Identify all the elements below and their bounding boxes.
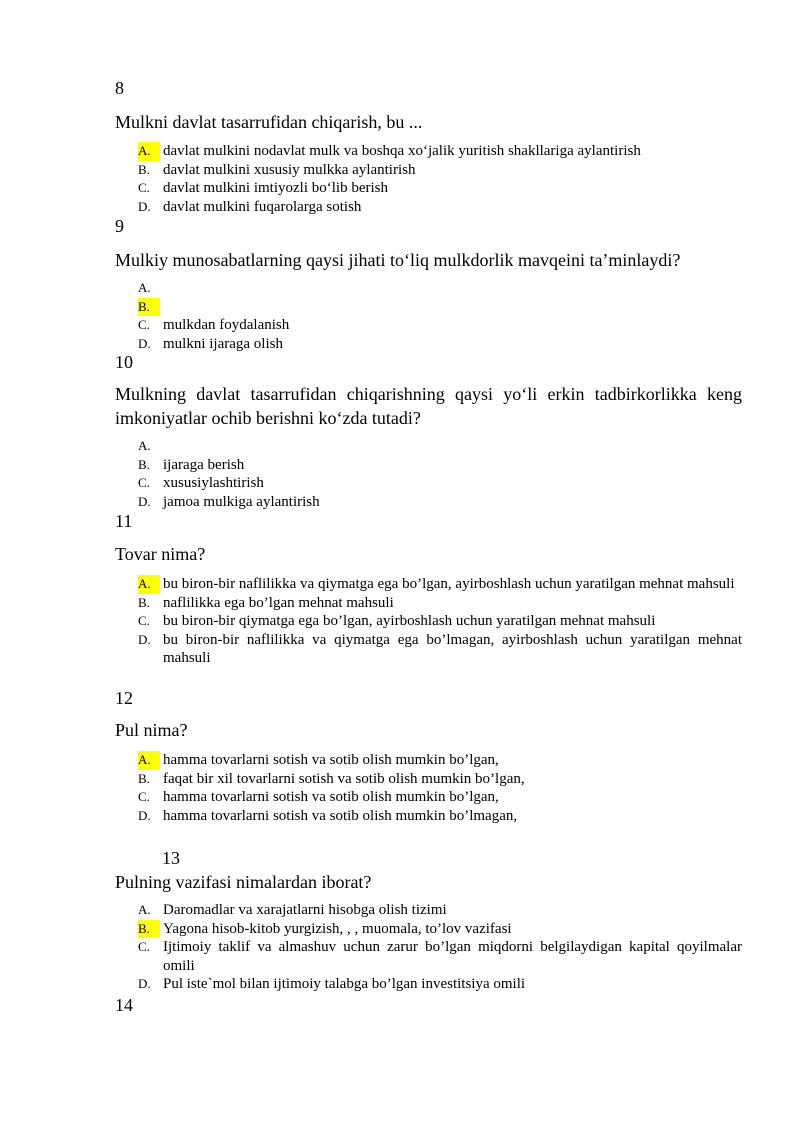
- option-c: [138, 474, 742, 493]
- option-b: [138, 456, 742, 475]
- option-letter: D.: [138, 198, 151, 214]
- option-c: [138, 938, 742, 975]
- option-text: bu biron-bir naflilikka va qiymatga ega bo’lgan, ayirboshlash uchun yaratilgan mehnat mahsuli: [163, 576, 735, 592]
- option-text: mulkni ijaraga olish: [163, 335, 283, 352]
- question-text: Pulning vazifasi nimalardan iborat?: [115, 872, 372, 892]
- option-d: [138, 631, 742, 668]
- option-letter: D.: [138, 335, 151, 351]
- option-c: [138, 788, 742, 807]
- option-text: Pul iste`mol bilan ijtimoiy talabga bo’lgan investitsiya omili: [163, 976, 526, 992]
- option-text: davlat mulkini imtiyozli bo‘lib berish: [163, 180, 388, 196]
- option-letter: B.: [138, 594, 150, 610]
- option-a: [138, 575, 742, 594]
- option-a: [138, 142, 742, 161]
- option-text: ijaraga berish: [163, 456, 245, 473]
- options-list: [138, 901, 742, 994]
- option-b: [138, 594, 742, 613]
- option-a: [138, 751, 742, 770]
- option-d: [138, 975, 742, 994]
- question-number: 13: [162, 848, 180, 868]
- question-text: Mulkning davlat tasarrufidan chiqarishning qaysi yo‘li erkin tadbirkorlikka keng imkoniyatlar ochib berishni ko‘zda tutadi?: [115, 384, 742, 428]
- option-letter: C.: [138, 789, 150, 804]
- option-text: Yagona hisob-kitob yurgizish, , , muomala, to’lov vazifasi: [163, 920, 512, 937]
- option-b: [138, 161, 742, 180]
- question-text: Mulkiy munosabatlarning qaysi jihati to‘liq mulkdorlik mavqeini ta’minlaydi?: [115, 250, 681, 270]
- option-letter: C.: [138, 613, 150, 628]
- option-letter: D.: [138, 807, 151, 823]
- option-c: [138, 612, 742, 631]
- option-text: naflilikka ega bo’lgan mehnat mahsuli: [163, 594, 394, 611]
- question-text: Pul nima?: [115, 720, 188, 740]
- question-number: 11: [115, 511, 133, 531]
- option-letter: A.: [138, 902, 151, 917]
- option-text: davlat mulkini fuqarolarga sotish: [163, 198, 362, 215]
- option-a: [138, 901, 742, 920]
- option-letter: B.: [138, 298, 160, 317]
- option-text: jamoa mulkiga aylantirish: [163, 493, 320, 510]
- options-list: [138, 575, 742, 668]
- option-letter: C.: [138, 475, 150, 490]
- option-b: [138, 298, 742, 317]
- option-d: [138, 198, 742, 217]
- option-letter: A.: [138, 142, 160, 161]
- option-text: Daromadlar va xarajatlarni hisobga olish tizimi: [163, 902, 447, 918]
- option-text: bu biron-bir qiymatga ega bo’lgan, ayirboshlash uchun yaratilgan mehnat mahsuli: [163, 613, 656, 629]
- option-text: davlat mulkini xususiy mulkka aylantirish: [163, 161, 416, 178]
- option-letter: A.: [138, 751, 160, 770]
- option-text: hamma tovarlarni sotish va sotib olish mumkin bo’lmagan,: [163, 807, 518, 824]
- option-letter: C.: [138, 317, 150, 332]
- options-list: [138, 142, 742, 216]
- option-c: [138, 316, 742, 335]
- option-text: mulkdan foydalanish: [163, 317, 290, 333]
- option-text: Ijtimoiy taklif va almashuv uchun zarur bo’lgan miqdorni belgilaydigan kapital qoyilmalar omili: [163, 939, 742, 974]
- option-a: [138, 279, 742, 298]
- option-text: hamma tovarlarni sotish va sotib olish mumkin bo’lgan,: [163, 789, 499, 805]
- question-text: Tovar nima?: [115, 544, 206, 564]
- option-d: [138, 807, 742, 826]
- option-letter: C.: [138, 939, 150, 954]
- option-letter: B.: [138, 920, 160, 939]
- option-text: faqat bir xil tovarlarni sotish va sotib olish mumkin bo’lgan,: [163, 770, 525, 787]
- option-letter: B.: [138, 456, 150, 472]
- option-b: [138, 770, 742, 789]
- option-letter: D.: [138, 976, 151, 991]
- option-letter: A.: [138, 575, 160, 594]
- option-text: davlat mulkini nodavlat mulk va boshqa xo‘jalik yuritish shakllariga aylantirish: [163, 143, 641, 159]
- question-number: 12: [115, 688, 133, 708]
- question-number: 9: [115, 216, 124, 236]
- option-letter: B.: [138, 161, 150, 177]
- option-text: hamma tovarlarni sotish va sotib olish mumkin bo’lgan,: [163, 752, 499, 768]
- option-text: xususiylashtirish: [163, 475, 264, 491]
- option-a: [138, 437, 742, 456]
- question-text: Mulkni davlat tasarrufidan chiqarish, bu ...: [115, 112, 423, 132]
- options-list: [138, 751, 742, 825]
- options-list: [138, 279, 742, 353]
- option-d: [138, 493, 742, 512]
- option-letter: C.: [138, 180, 150, 195]
- option-letter: A.: [138, 280, 151, 295]
- option-c: [138, 179, 742, 198]
- question-number: 10: [115, 352, 133, 372]
- options-list: [138, 437, 742, 511]
- question-number: 14: [115, 995, 133, 1015]
- question-number: 8: [115, 78, 124, 98]
- option-text: bu biron-bir naflilikka va qiymatga ega bo’lmagan, ayirboshlash uchun yaratilgan mehnat mahsuli: [163, 631, 742, 666]
- option-letter: B.: [138, 770, 150, 786]
- option-b: [138, 920, 742, 939]
- option-letter: D.: [138, 631, 151, 647]
- option-letter: A.: [138, 438, 151, 453]
- option-letter: D.: [138, 493, 151, 509]
- option-d: [138, 335, 742, 354]
